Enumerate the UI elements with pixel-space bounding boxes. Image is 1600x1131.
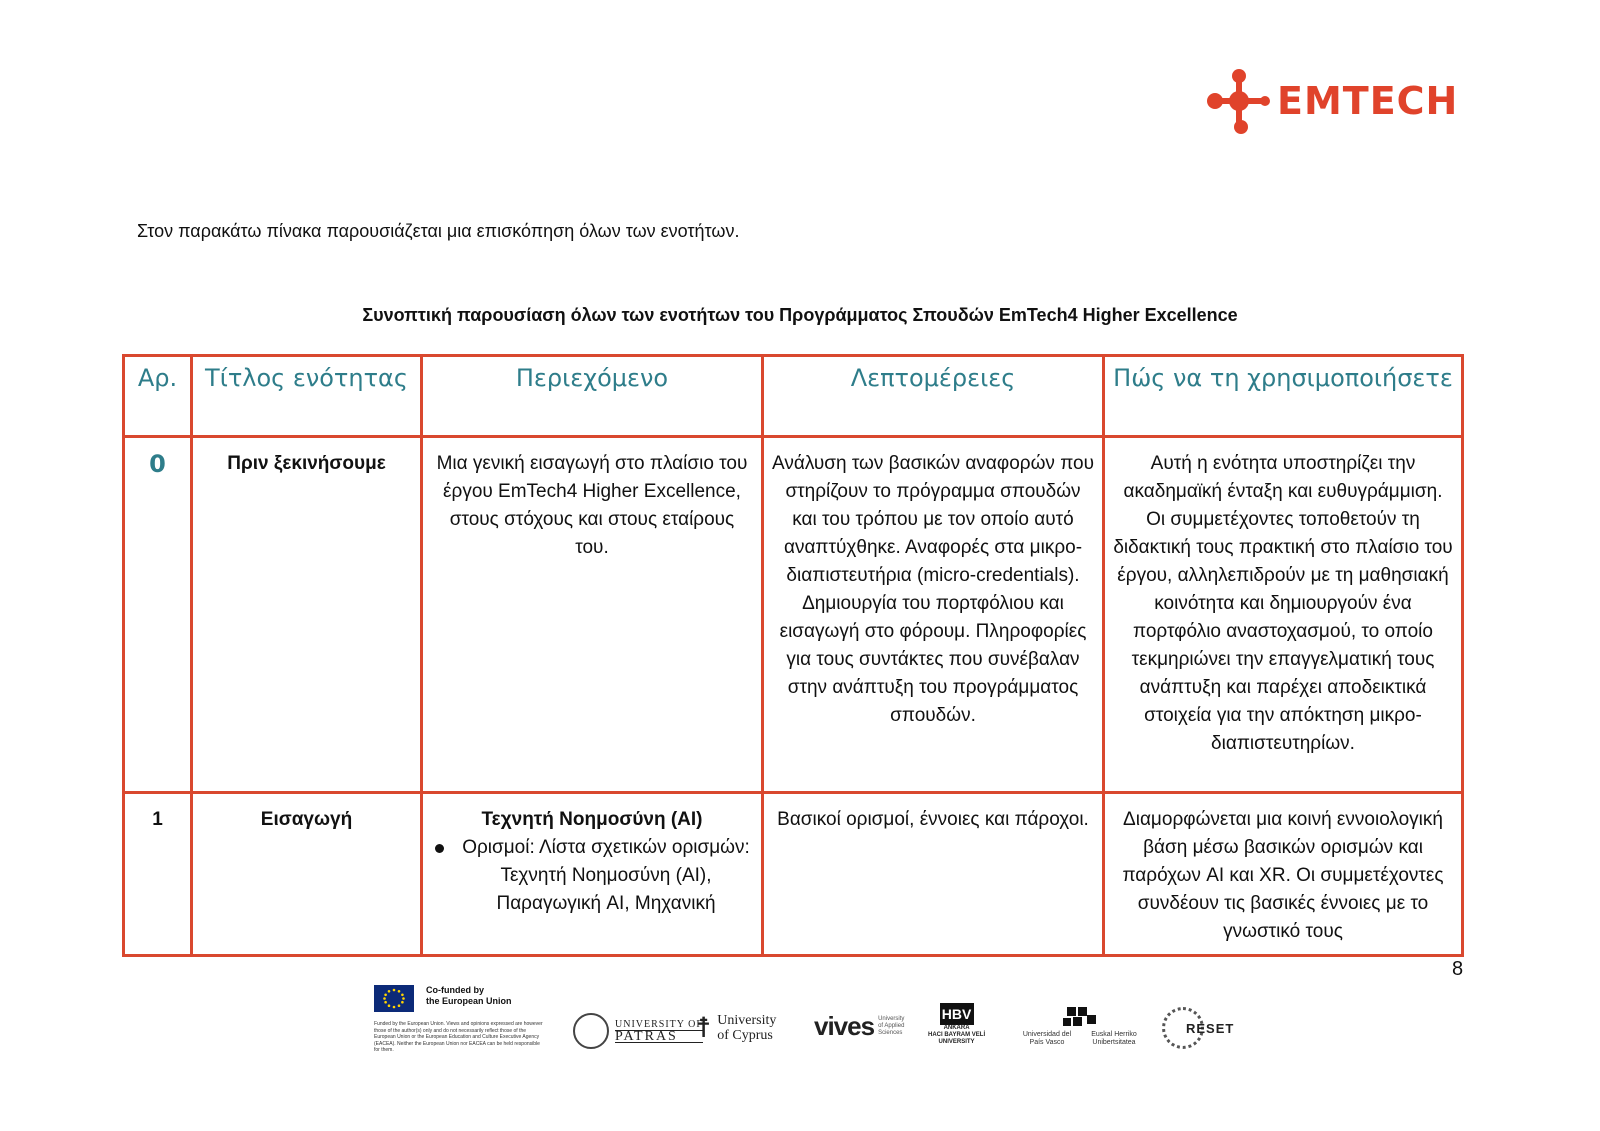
vives-subtitle: University of Applied Sciences [878, 1016, 905, 1036]
emtech-logo [1203, 66, 1458, 136]
hbv-line-2: HACI BAYRAM VELİ [928, 1032, 986, 1038]
row-usage: Αυτή η ενότητα υποστηρίζει την ακαδημαϊκή ένταξη και ευθυγράμμιση. Οι συμμετέχοντες τοποθετούν τη διδακτική τους πρακτική στο πλαίσιο του έργου, αλληλεπιδρούν με τη μαθησιακή κοινότητα και δημιουργούν ένα πορτφόλιο αναστοχασμού, το οποίο τεκμηριώνει την επαγγελματική τους ανάπτυξη και παρέχει αποδεικτικά στοιχεία για την απόκτηση μικρο-διαπιστευτηρίων. [1104, 437, 1463, 793]
hbv-line-3: UNIVERSITY [938, 1039, 975, 1045]
upv-logo [1020, 1005, 1144, 1047]
patras-name [615, 1019, 703, 1043]
upv-emblem-icon [1061, 1005, 1103, 1031]
patras-line-1: UNIVERSITY OF [615, 1019, 703, 1030]
logo-wordmark: EMTECH [1277, 79, 1459, 123]
cyprus-line-1: University [717, 1013, 777, 1028]
eu-line-1: Co-funded by [426, 985, 484, 995]
row-title: Πριν ξεκινήσουμε [192, 437, 422, 793]
header-details: Λεπτομέρειες [763, 356, 1104, 437]
cyprus-name [717, 1013, 776, 1043]
eu-cofunded-label [426, 985, 526, 1007]
row-title: Εισαγωγή [192, 793, 422, 956]
list-item: Ορισμοί: Λίστα σχετικών ορισμών: Τεχνητή Νοημοσύνη (AI), Παραγωγική AI, Μηχανική [431, 834, 753, 918]
table-row [124, 437, 1463, 793]
header-usage: Πώς να τη χρησιμοποιήσετε [1104, 356, 1463, 437]
header-title: Τίτλος ενότητας [192, 356, 422, 437]
modules-table [122, 354, 1464, 957]
hbv-logo [928, 1003, 985, 1046]
header-num: Αρ. [124, 356, 192, 437]
upv-name-left: Universidad del País Vasco [1022, 1031, 1072, 1046]
row-details: Βασικοί ορισμοί, έννοιες και πάροχοι. [763, 793, 1104, 956]
patras-line-2: PATRAS [615, 1030, 703, 1043]
table-caption: Συνοπτική παρουσίαση όλων των ενοτήτων του Προγράμματος Σπουδών EmTech4 Higher Excellence [362, 305, 1238, 325]
page-number: 8 [1452, 958, 1464, 980]
row-num: 1 [124, 793, 192, 956]
hbv-mark: HBV [940, 1003, 974, 1025]
eu-flag-icon [374, 985, 414, 1012]
table-header-row [124, 356, 1463, 437]
reset-wordmark: RESET [1186, 1020, 1235, 1036]
row-content [422, 793, 763, 956]
table-row [124, 793, 1463, 956]
cyprus-logo [696, 1011, 776, 1045]
intro-paragraph: Στον παρακάτω πίνακα παρουσιάζεται μια επισκόπηση όλων των ενοτήτων. [137, 221, 740, 241]
content-bullet-list [431, 834, 753, 918]
patras-seal-icon [573, 1013, 609, 1049]
molecule-icon [1203, 66, 1273, 136]
vives-logo [814, 1011, 908, 1042]
vives-wordmark: vives [814, 1011, 875, 1041]
row-usage: Διαμορφώνεται μια κοινή εννοιολογική βάση μέσω βασικών ορισμών και παρόχων AI και XR. Οι συμμετέχοντες συνδέουν τις βασικές έννοιες με το γνωστικό τους [1104, 793, 1463, 956]
eu-line-2: the European Union [426, 996, 512, 1006]
hbv-name [928, 1025, 985, 1046]
row-details: Ανάλυση των βασικών αναφορών που στηρίζουν το πρόγραμμα σπουδών και του τρόπου με τον οποίο αυτό αναπτύχθηκε. Αναφορές στα μικρο-διαπιστευτήρια (micro-credentials). Δημιουργία του πορτφόλιου και εισαγωγή στο φόρουμ. Πληροφορίες για τους συντάκτες που συνέβαλαν στην ανάπτυξη του προγράμματος σπουδών. [763, 437, 1104, 793]
row-num: 0 [124, 437, 192, 793]
eu-disclaimer: Funded by the European Union. Views and opinions expressed are however those of the author(s) only and do not necessarily reflect those of the European Union or the European Education and Culture Executive Agency (EACEA). Neither the European Union nor EACEA can be held responsible for them. [374, 1021, 543, 1053]
upv-names [1020, 1031, 1144, 1047]
content-subtitle: Τεχνητή Νοημοσύνη (AI) [481, 809, 703, 830]
hbv-line-1: ANKARA [943, 1025, 970, 1031]
reset-logo [1162, 1007, 1234, 1049]
cyprus-emblem-icon: ☨ [696, 1013, 712, 1044]
header-content: Περιεχόμενο [422, 356, 763, 437]
upv-name-right: Euskal Herriko Unibertsitatea [1091, 1031, 1137, 1046]
footer-logos [0, 975, 1600, 1085]
row-content: Μια γενική εισαγωγή στο πλαίσιο του έργου EmTech4 Higher Excellence, στους στόχους και στους εταίρους του. [422, 437, 763, 793]
patras-logo [573, 1013, 703, 1049]
cyprus-line-2: of Cyprus [717, 1028, 773, 1043]
